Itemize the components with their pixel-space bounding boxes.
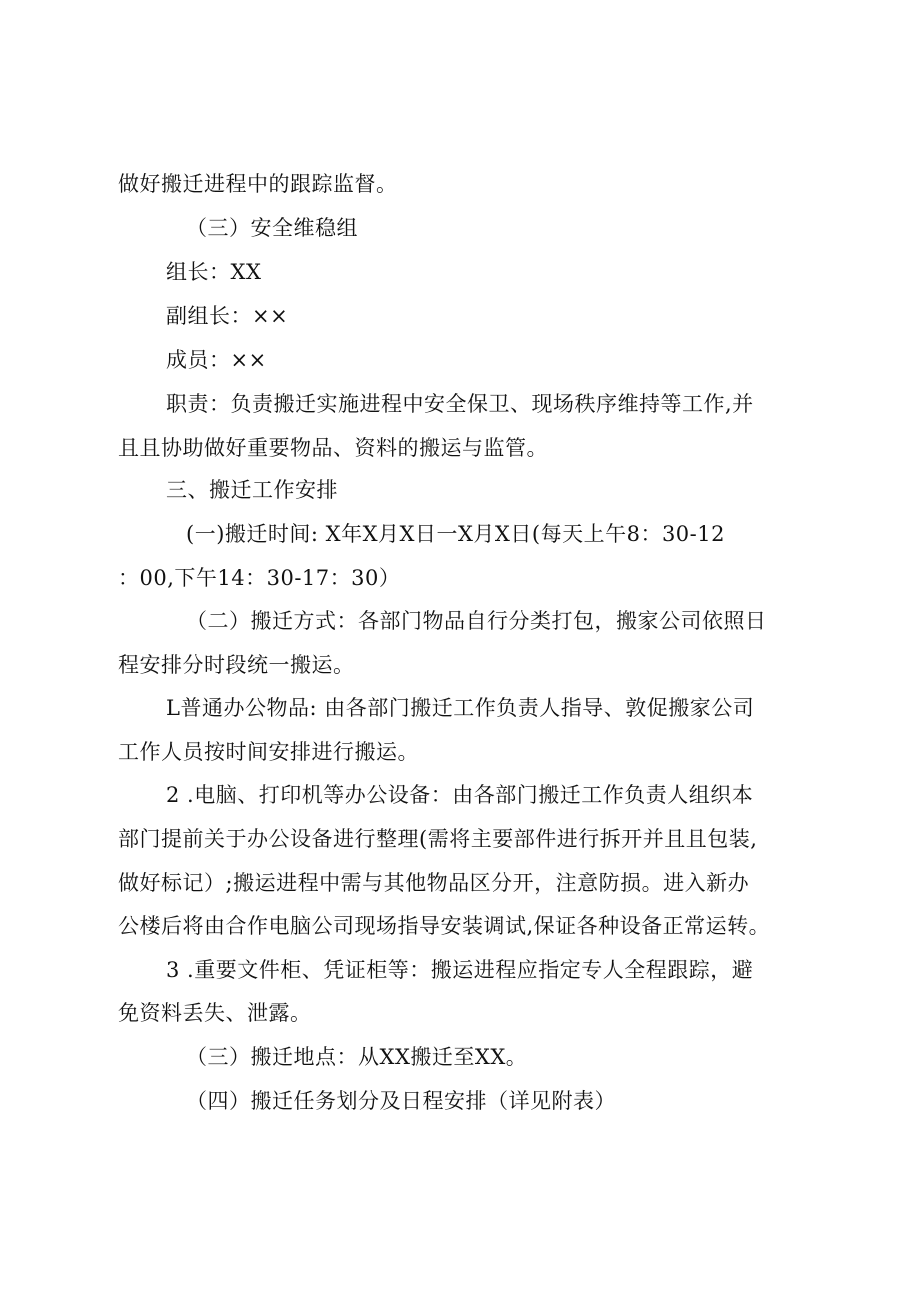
relocation-time-line: (一)搬迁时间: X年X月X日一X月X日(每天上午8：30-12 [186,522,725,546]
duties-line: 职责：负责搬迁实施进程中安全保卫、现场秩序维持等工作,并 [166,392,754,416]
item-2-line: 2 .电脑、打印机等办公设备：由各部门搬迁工作负责人组织本 [166,783,754,807]
item-1-line-continued: 工作人员按时间安排进行搬运。 [118,740,419,764]
item-3-line: 3 .重要文件柜、凭证柜等：搬运进程应指定专人全程跟踪，避 [166,958,754,982]
deputy-leader-line: 副组长：×× [166,304,289,328]
team-leader-line: 组长：XX [166,260,262,284]
relocation-method-line-continued: 程安排分时段统一搬运。 [118,653,355,677]
relocation-method-line: （二）搬迁方式：各部门物品自行分类打包，搬家公司依照日 [186,609,767,633]
relocation-location-line: （三）搬迁地点：从XX搬迁至XX。 [186,1045,528,1069]
relocation-time-line-continued: ：00,下午14：30-17：30） [118,566,401,590]
section-heading-arrangement: 三、搬迁工作安排 [166,478,338,502]
item-2-line-continued: 部门提前关于办公设备进行整理(需将主要部件进行拆开并且且包装, [118,827,758,851]
item-3-line-continued: 免资料丢失、泄露。 [118,1001,312,1025]
item-2-line-continued: 公楼后将由合作电脑公司现场指导安装调试,保证各种设备正常运转。 [118,914,771,938]
item-1-line: L普通办公物品: 由各部门搬迁工作负责人指导、敦促搬家公司 [166,696,755,720]
section-heading-security-team: （三）安全维稳组 [186,216,358,240]
item-2-line-continued: 做好标记）;搬运进程中需与其他物品区分开，注意防损。进入新办 [118,871,750,895]
task-division-line: （四）搬迁任务划分及日程安排（详见附表） [186,1089,616,1113]
members-line: 成员：×× [166,348,267,372]
paragraph-line: 做好搬迁进程中的跟踪监督。 [118,172,398,196]
duties-line-continued: 且且协助做好重要物品、资料的搬运与监管。 [118,436,548,460]
